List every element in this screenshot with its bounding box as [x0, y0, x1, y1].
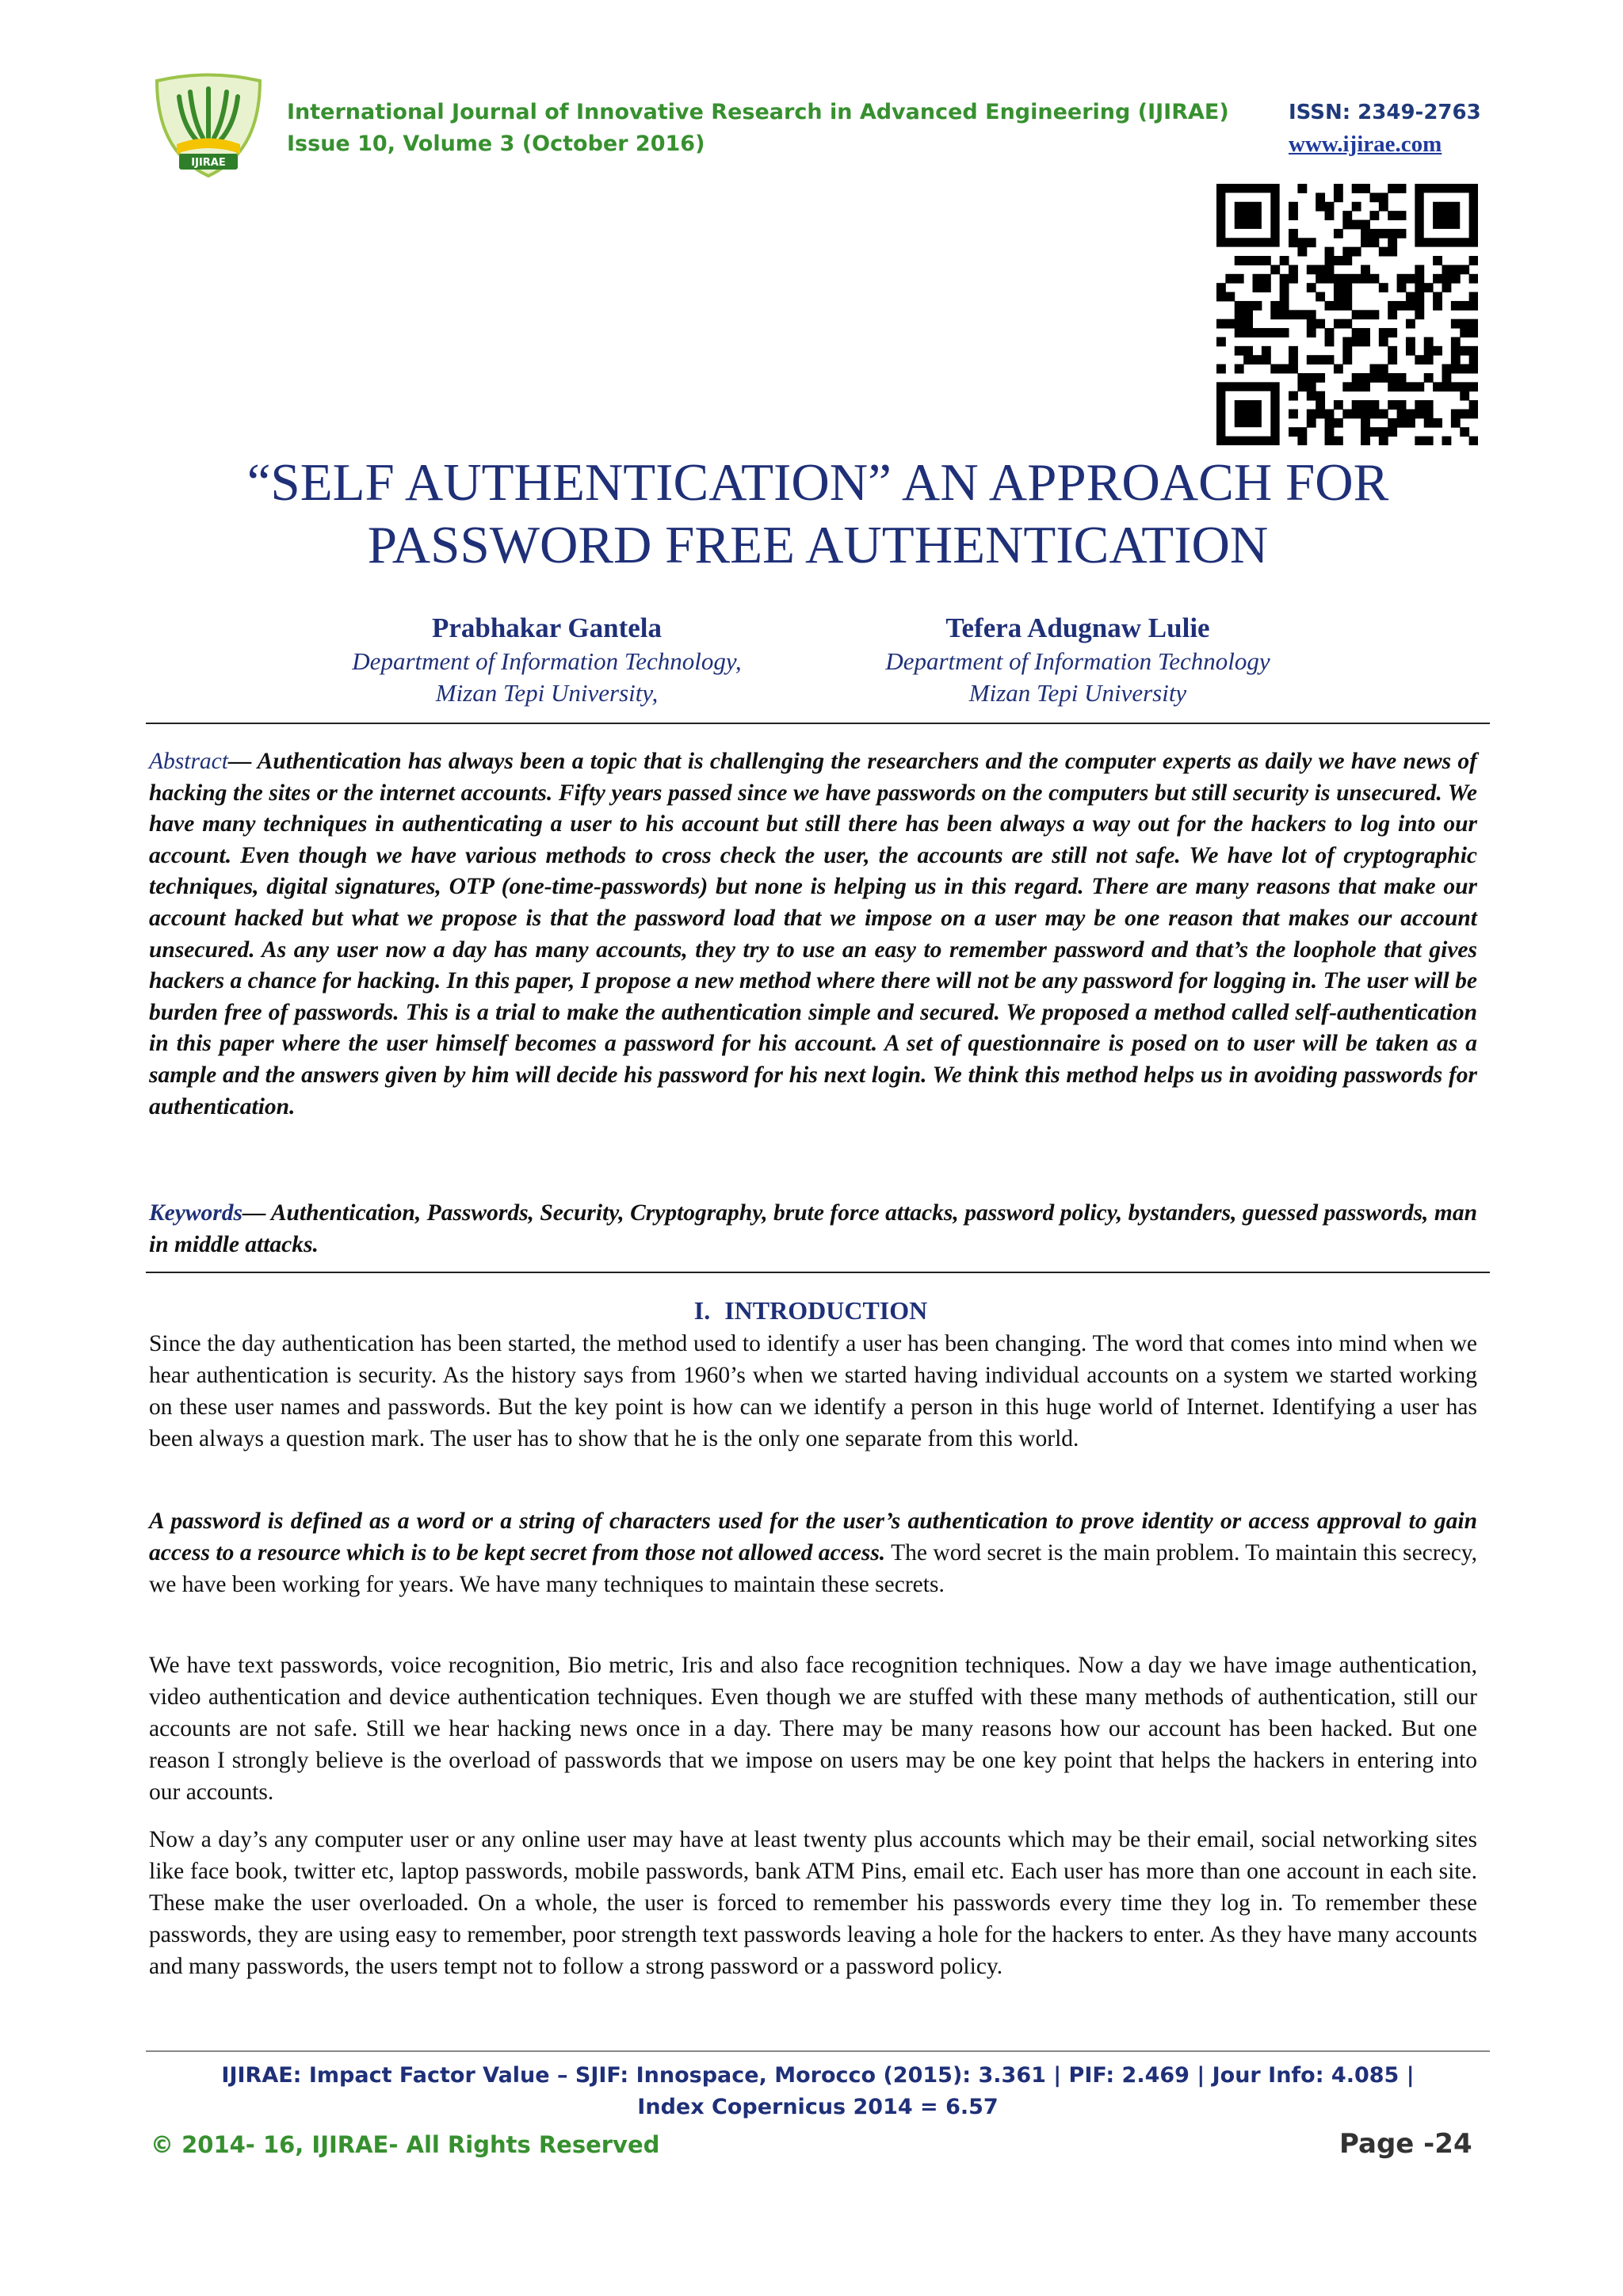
copyright: © 2014- 16, IJIRAE- All Rights Reserved	[151, 2131, 660, 2158]
abstract-text: — Authentication has always been a topic that is challenging the researchers and the computer experts as daily we have news of hacking the sites or the internet accounts. Fifty years passed since we have passwords on the computers but still security is unsecured. We have many techniques in authenticating a user to his account but still there has been always a way out for the hackers to log into our account. Even though we have various methods to cross check the user, the accounts are still not safe. We have lot of cryptographic techniques, digital signatures, OTP (one-time-passwords) but none is helping us in this regard. There are many reasons that make our account hacked but what we propose is that the password load that we impose on a user may be one reason that makes our account unsecured. As any user now a day has many accounts, they try to use an easy to remember password and that’s the loophole that gives hackers a chance for hacking. In this paper, I propose a new method where there will not be any password for logging in. The user will be burden free of passwords. This is a trial to make the authentication simple and secured. We proposed a method called self-authentication in this paper where the user himself becomes a password for his account. A set of questionnaire is posed on to user will be taken as a sample and the answers given by him will decide his password for his next login. We think this method helps us in avoiding passwords for authentication.	[149, 749, 1477, 1119]
author-2-univ: Mizan Tepi University	[968, 679, 1187, 707]
footer-impact-line1: IJIRAE: Impact Factor Value – SJIF: Innospace, Morocco (2015): 3.361 | PIF: 2.469 | Jour Info: 4.085 |	[221, 2063, 1415, 2088]
intro-paragraph-4: Now a day’s any computer user or any online user may have at least twenty plus accounts which may be their email, social networking sites like face book, twitter etc, laptop passwords, mobile passwords, bank ATM Pins, email etc. Each user has more than one account in each site. These make the user overloaded. On a whole, the user is forced to remember his passwords every time they log in. To remember these passwords, they are using easy to remember, poor strength text passwords leaving a hole for the hackers to enter. As they have many accounts and many passwords, the users tempt not to follow a strong password or a password policy.	[149, 1827, 1477, 1979]
intro-paragraph-3: We have text passwords, voice recognition, Bio metric, Iris and also face recognition techniques. Now a day we have image authentication, video authentication and device authentication techniques. Even though we are stuffed with these many methods of authentication, still our accounts are not safe. Still we hear hacking news once in a day. There may be many reasons how our account has been hacked. But one reason I strongly believe is the overload of passwords that we impose on users may be one key point that helps the hackers in entering into our accounts.	[149, 1653, 1477, 1805]
journal-logo	[141, 65, 276, 184]
footer-rule	[146, 2050, 1490, 2052]
keywords	[149, 1198, 1477, 1261]
divider-abstract	[146, 1272, 1490, 1273]
author-1-univ: Mizan Tepi University,	[435, 679, 659, 707]
keywords-text: — Authentication, Passwords, Security, Cryptography, brute force attacks, password policy, bystanders, guessed passwords, man in middle attacks.	[149, 1200, 1477, 1257]
section-title: INTRODUCTION	[724, 1296, 928, 1325]
keywords-label: Keywords	[149, 1200, 242, 1226]
abstract-label: Abstract	[149, 749, 228, 774]
svg-text:IJIRAE: IJIRAE	[191, 157, 226, 169]
divider-top	[146, 723, 1490, 724]
qr-code	[1216, 184, 1478, 445]
intro-paragraph-1: Since the day authentication has been started, the method used to identify a user has been changing. The word that comes into mind when we hear authentication is security. As the history says from 1960’s when we started having individual accounts on a system we started working on these user names and passwords. But the key point is how can we identify a person in this huge world of Internet. Identifying a user has been always a question mark. The user has to show that he is the only one separate from this world.	[149, 1331, 1477, 1451]
intro-paragraph-2	[149, 1505, 1477, 1600]
author-1-name: Prabhakar Gantela	[431, 612, 663, 643]
section-number: I.	[693, 1296, 711, 1325]
issn: ISSN: 2349-2763	[1289, 101, 1481, 124]
author-2-dept: Department of Information Technology	[885, 647, 1270, 675]
intro-paragraph-2-rest: The word secret is the main problem. To maintain this secrecy, we have been working for years. We have many techniques to maintain these secrets.	[149, 1540, 1477, 1597]
journal-url[interactable]: www.ijirae.com	[1289, 132, 1442, 157]
page-number: Page -24	[1339, 2128, 1472, 2160]
author-1-dept: Department of Information Technology,	[352, 647, 742, 675]
paper-title-line2: PASSWORD FREE AUTHENTICATION	[367, 516, 1269, 574]
journal-issue: Issue 10, Volume 3 (October 2016)	[287, 132, 705, 156]
journal-title: International Journal of Innovative Research in Advanced Engineering (IJIRAE)	[287, 100, 1229, 124]
paper-title-line1: “SELF AUTHENTICATION” AN APPROACH FOR	[246, 453, 1389, 512]
abstract	[149, 746, 1477, 1123]
section-heading	[146, 1296, 1490, 1325]
footer-impact-line2: Index Copernicus 2014 = 6.57	[637, 2095, 999, 2119]
password-definition: A password is defined as a word or a string of characters used for the user’s authentication to prove identity or access approval to gain access to a resource which is to be kept secret from those not allowed access.	[149, 1508, 1477, 1566]
author-2-name: Tefera Adugnaw Lulie	[945, 612, 1210, 643]
